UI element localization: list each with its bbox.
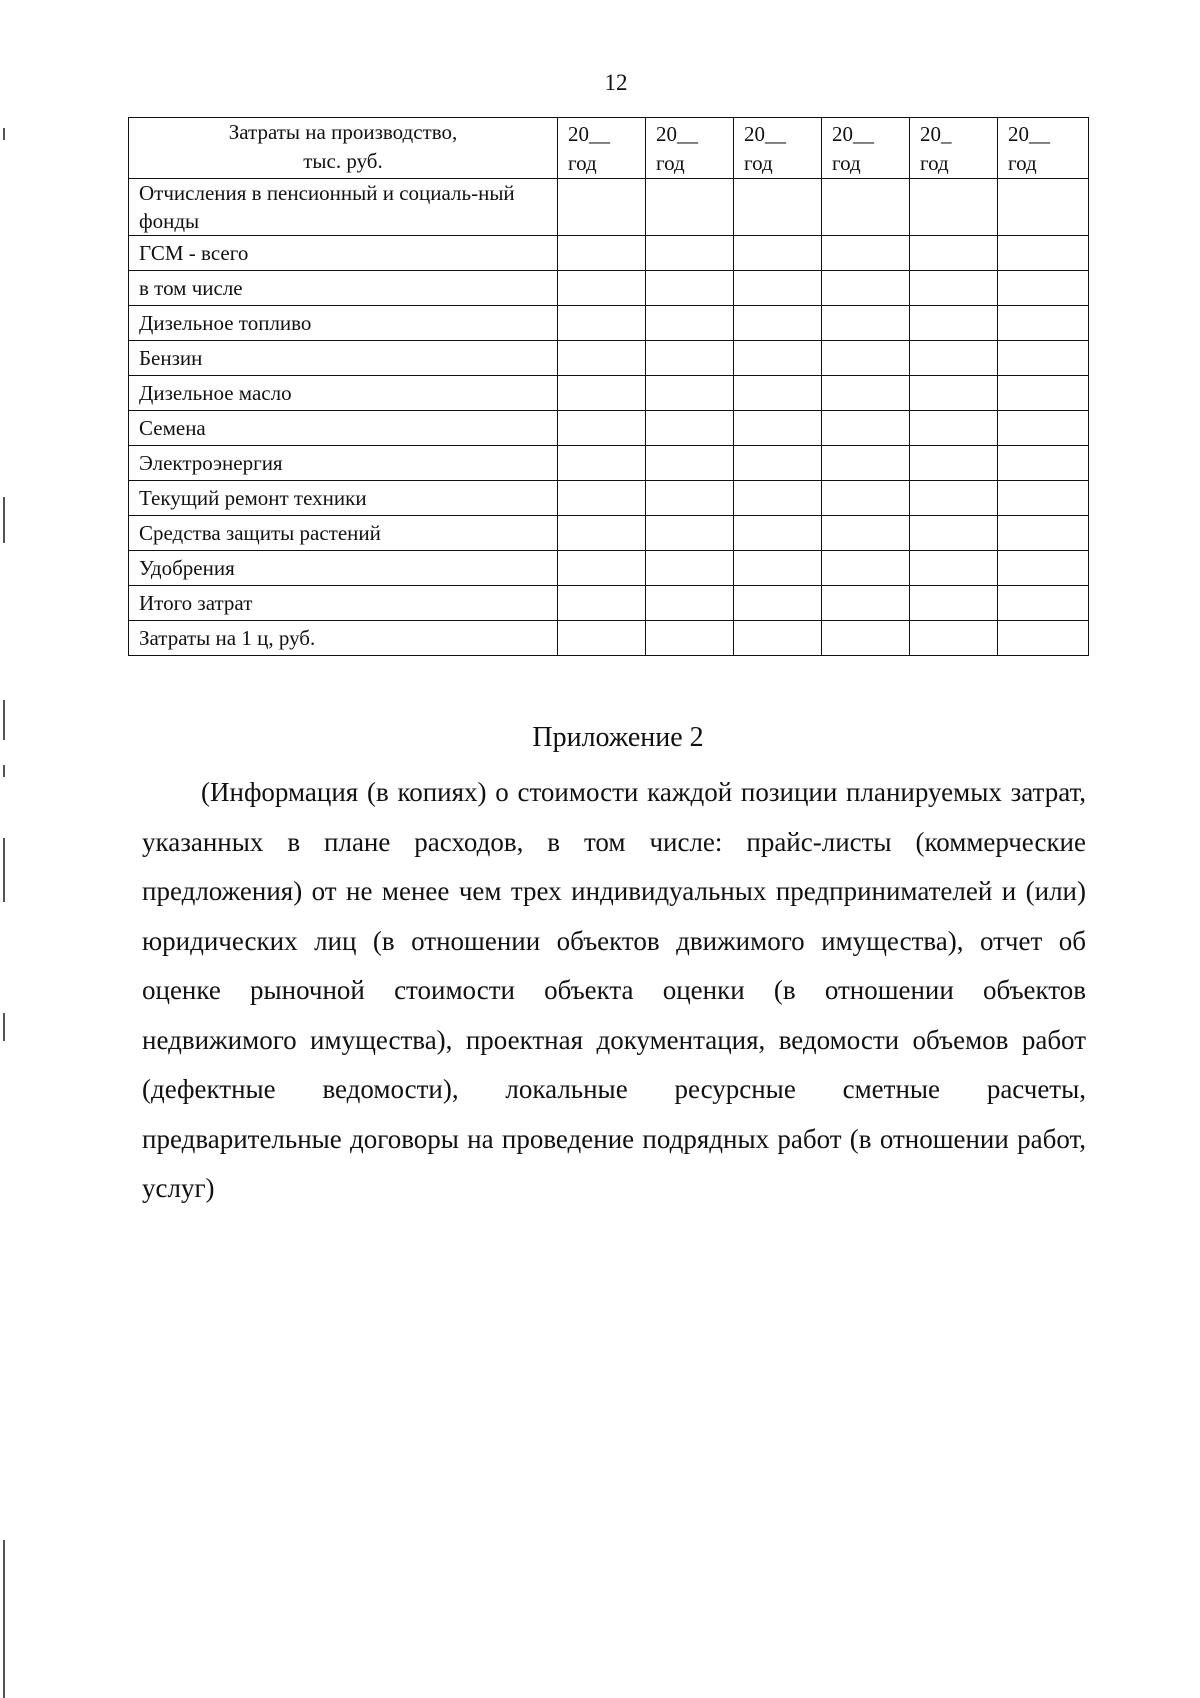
table-row <box>129 516 1089 551</box>
table-row <box>129 551 1089 586</box>
row-label: Итого затрат <box>129 586 558 621</box>
scan-edge-mark <box>3 1013 5 1041</box>
value-cell <box>910 236 998 271</box>
value-cell <box>910 306 998 341</box>
value-cell <box>998 516 1089 551</box>
value-cell <box>910 271 998 306</box>
row-label: Отчисления в пенсионный и социаль-ный фонды <box>129 179 558 236</box>
value-cell <box>822 516 910 551</box>
value-cell <box>646 551 734 586</box>
value-cell <box>910 481 998 516</box>
production-costs-table <box>128 117 1089 656</box>
value-cell <box>910 446 998 481</box>
table-header-row <box>129 118 1089 179</box>
value-cell <box>558 481 646 516</box>
value-cell <box>998 271 1089 306</box>
year-header-unit: год <box>832 151 861 175</box>
year-column-header <box>646 118 734 179</box>
value-cell <box>646 411 734 446</box>
row-label: ГСМ - всего <box>129 236 558 271</box>
value-cell <box>646 341 734 376</box>
value-cell <box>998 179 1089 236</box>
value-cell <box>558 341 646 376</box>
value-cell <box>646 446 734 481</box>
scan-edge-mark <box>3 700 5 740</box>
row-label: Текущий ремонт техники <box>129 481 558 516</box>
value-cell <box>822 446 910 481</box>
appendix-text: (Информация (в копиях) о стоимости каждой позиции планируемых затрат, указанных в плане расходов, в том числе: прайс-листы (коммерческие предложения) от не менее чем трех индивидуальных предпринимателей и (или) юридических лиц (в отношении объектов движимого имущества), отчет об оценке рыночной стоимости объекта оценки (в отношении объектов недвижимого имущества), проектная документация, ведомости объемов работ (дефектные ведомости), локальные ресурсные сметные расчеты, предварительные договоры на проведение подрядных работ (в отношении работ, услуг) <box>142 777 1086 1203</box>
year-header-value: 20__ <box>744 122 786 146</box>
row-label: Семена <box>129 411 558 446</box>
value-cell <box>734 621 822 656</box>
value-cell <box>998 306 1089 341</box>
scan-edge-mark <box>3 497 5 543</box>
year-header-value: 20__ <box>656 122 698 146</box>
year-column-header <box>998 118 1089 179</box>
value-cell <box>822 621 910 656</box>
value-cell <box>558 446 646 481</box>
year-header-value: 20__ <box>1008 122 1050 146</box>
row-label: Дизельное топливо <box>129 306 558 341</box>
table-row <box>129 376 1089 411</box>
value-cell <box>646 376 734 411</box>
row-label: в том числе <box>129 271 558 306</box>
scan-edge-mark <box>3 128 5 140</box>
value-cell <box>734 236 822 271</box>
year-column-header <box>910 118 998 179</box>
value-cell <box>822 306 910 341</box>
row-label: Удобрения <box>129 551 558 586</box>
appendix-title: Приложение 2 <box>532 722 704 753</box>
value-cell <box>822 481 910 516</box>
value-cell <box>646 481 734 516</box>
value-cell <box>998 236 1089 271</box>
value-cell <box>910 411 998 446</box>
year-header-value: 20__ <box>832 122 874 146</box>
value-cell <box>646 236 734 271</box>
row-label: Затраты на 1 ц, руб. <box>129 621 558 656</box>
year-header-unit: год <box>920 151 949 175</box>
value-cell <box>822 376 910 411</box>
value-cell <box>558 551 646 586</box>
value-cell <box>998 446 1089 481</box>
year-header-unit: год <box>568 151 597 175</box>
year-header-unit: год <box>656 151 685 175</box>
value-cell <box>558 411 646 446</box>
row-label: Бензин <box>129 341 558 376</box>
year-header-value: 20_ <box>920 122 952 146</box>
value-cell <box>734 341 822 376</box>
value-cell <box>558 179 646 236</box>
value-cell <box>558 376 646 411</box>
year-header-value: 20__ <box>568 122 610 146</box>
value-cell <box>910 376 998 411</box>
value-cell <box>558 271 646 306</box>
value-cell <box>734 446 822 481</box>
year-header-unit: год <box>744 151 773 175</box>
table-row <box>129 271 1089 306</box>
value-cell <box>822 586 910 621</box>
value-cell <box>822 179 910 236</box>
table-row <box>129 179 1089 236</box>
scan-edge-mark <box>3 838 5 902</box>
table-row <box>129 341 1089 376</box>
value-cell <box>910 586 998 621</box>
value-cell <box>998 481 1089 516</box>
value-cell <box>822 236 910 271</box>
costs-header-line2: тыс. руб. <box>303 149 383 173</box>
table-row <box>129 446 1089 481</box>
value-cell <box>734 376 822 411</box>
value-cell <box>998 551 1089 586</box>
table-row <box>129 621 1089 656</box>
scan-edge-mark <box>3 1540 5 1698</box>
table-row <box>129 481 1089 516</box>
value-cell <box>998 411 1089 446</box>
value-cell <box>998 586 1089 621</box>
value-cell <box>910 551 998 586</box>
row-label: Электроэнергия <box>129 446 558 481</box>
scan-edge-mark <box>3 765 5 777</box>
value-cell <box>558 516 646 551</box>
value-cell <box>646 271 734 306</box>
value-cell <box>646 586 734 621</box>
value-cell <box>646 516 734 551</box>
year-header-unit: год <box>1008 151 1037 175</box>
table-row <box>129 411 1089 446</box>
value-cell <box>646 621 734 656</box>
value-cell <box>558 236 646 271</box>
value-cell <box>822 411 910 446</box>
value-cell <box>998 376 1089 411</box>
value-cell <box>910 621 998 656</box>
value-cell <box>734 481 822 516</box>
value-cell <box>822 341 910 376</box>
value-cell <box>822 551 910 586</box>
value-cell <box>734 411 822 446</box>
value-cell <box>734 271 822 306</box>
value-cell <box>734 516 822 551</box>
year-column-header <box>734 118 822 179</box>
row-label: Дизельное масло <box>129 376 558 411</box>
costs-header-line1: Затраты на производство, <box>228 120 458 144</box>
value-cell <box>910 341 998 376</box>
value-cell <box>558 306 646 341</box>
value-cell <box>734 179 822 236</box>
value-cell <box>646 179 734 236</box>
value-cell <box>910 179 998 236</box>
table-row <box>129 306 1089 341</box>
table-row <box>129 586 1089 621</box>
value-cell <box>734 551 822 586</box>
row-label: Средства защиты растений <box>129 516 558 551</box>
value-cell <box>734 306 822 341</box>
value-cell <box>910 516 998 551</box>
year-column-header <box>558 118 646 179</box>
value-cell <box>734 586 822 621</box>
year-column-header <box>822 118 910 179</box>
table-row <box>129 236 1089 271</box>
costs-column-header <box>129 118 558 179</box>
value-cell <box>558 621 646 656</box>
value-cell <box>998 621 1089 656</box>
value-cell <box>998 341 1089 376</box>
page-number: 12 <box>604 70 628 95</box>
value-cell <box>646 306 734 341</box>
value-cell <box>822 271 910 306</box>
value-cell <box>558 586 646 621</box>
